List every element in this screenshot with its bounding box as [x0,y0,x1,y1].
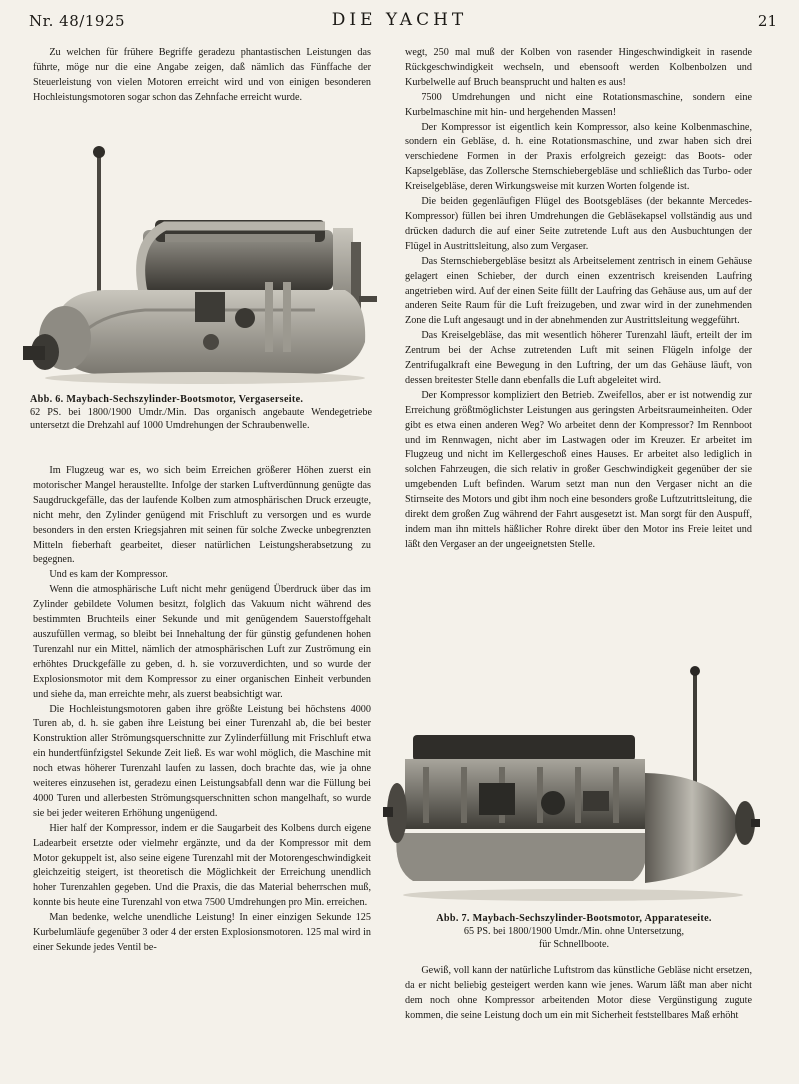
figure1-caption-text: 62 PS. bei 1800/1900 Umdr./Min. Das organisch angebaute Wendegetriebe untersetzt die Drehzahl auf 1000 Umdrehungen der Schraubenwelle. [30,407,372,432]
left-paragraph-5: Hier half der Kompressor, indem er die Saugarbeit des Kolbens durch eigene Ladearbeit ersetzte oder vielmehr ergänzte, und da der Kompressor mit dem Motor gekuppelt ist, also seine eigene Turenzahl mit der Motorengeschwindigkeit gleichzeitig steigert, ist theoretisch die Möglichkeit der Erreichung unendlich hoher Turenzahlen gegeben. Und die Praxis, die das Material beherrschen muß, konnte bis heute eine Turenzahl von etwa 7500 Umdrehungen pro Min. erreichen. [33,822,371,909]
right-paragraph-4: Die beiden gegenläufigen Flügel des Bootsgebläses (der bekannte Mercedes-Kompressor) füllen bei ihren Umdrehungen die Gebläsekapsel vollständig aus und drücken dadurch die auf einer Seite zutretende Luft aus den Ausbuchtungen der Flügel in Austrittsleitung, also zum Vergaser. [405,196,752,252]
figure2-caption [388,912,760,952]
right-column-bottom [405,964,752,1024]
left-column-intro [33,46,371,106]
intro-paragraph: Zu welchen für frühere Begriffe geradezu phantastischen Leistungen das führte, möge nur die eine Angabe zeigen, daß nämlich das Fünffache der Steuerleistung von vielen Motoren erreicht wird und von einigen besonderen Hochleistungsmotoren sogar schon das Zehnfache erreicht wurde. [33,47,371,103]
left-paragraph-2: Und es kam der Kompressor. [49,569,168,581]
figure1-caption [30,393,372,433]
issue-number: Nr. 48/1925 [29,12,125,30]
figure2-caption-line2: 65 PS. bei 1800/1900 Umdr./Min. ohne Untersetzung, [463,926,685,938]
right-paragraph-5: Das Sternschiebergebläse besitzt als Arbeitselement zentrisch in einem Gehäuse gelagert einen Schieber, der durch einen exzentrisch kreisenden Laufring angetrieben wird. Auf der einen Seite füllt der Laufring das Gehäuse aus, um auf der anderen Seite Raum für die Luft freizugeben, und zwar wird in der zunehmenden Zone die Luft angesaugt und in der abnehmenden zur Austrittsleitung weggeführt. [405,255,752,327]
right-bottom-paragraph: Gewiß, voll kann der natürliche Luftstrom das künstliche Gebläse nicht ersetzen, da er nicht beliebig gesteigert werden kann wie jenes. Warum läßt man aber nicht dem noch ohne Kompressor arbeitenden Motor diese Vergünstigung zugute kommen, die seine Leistung doch um ein mit Sicherheit feststellbares Maß erhöht [405,965,752,1021]
right-paragraph-3: Der Kompressor ist eigentlich kein Kompressor, also keine Kolbenmaschine, sondern ein Gebläse, d. h. eine Rotationsmaschine, und zwar haben sich drei verschiedene Formen in der Praxis erfolgreich gezeigt: das Boots- oder Kapselgebläse, das Zollersche Sternschiebergebläse und schließlich das Turbo- oder Kreiselgebläse, deren Wirkungsweise mit kurzen Worten folgende ist. [405,121,752,193]
right-paragraph-2: 7500 Umdrehungen und nicht eine Rotationsmaschine, sondern eine Kurbelmaschine mit hin- und hergehenden Massen! [405,91,752,118]
figure2-caption-line3: für Schnellboote. [538,939,610,951]
engine-photo-apparatus-side [383,663,760,907]
left-paragraph-6: Man bedenke, welche unendliche Leistung! In einer einzigen Sekunde 125 Kurbelumläufe gegenüber 3 oder 4 der ersten Explosionsmotoren. 125 mal wird in einer Sekunde jedes Ventil be- [33,912,371,953]
left-paragraph-3: Wenn die atmosphärische Luft nicht mehr genügend Überdruck über das im Zylinder gebildete Volumen besitzt, folglich das Vakuum nicht während des bestimmten Bruchteils einer Sekunde und mit genügendem Sauerstoffgehalt auszufüllen vermag, so bleibt bei Innehaltung der für günstig gefundenen hohen Turenzahl nur ein Mittel, nämlich der atmosphärischen Luft zur Zuströmung ein erhöhtes Druckgefälle zu geben, d. h. sie vorzuverdichten, und so wurde der Explosionsmotor mit dem Kompressor zu einer organischen Einheit verbunden und siehe da, man erreichte mehr, als zuerst beabsichtigt war. [33,584,371,700]
right-column-body [405,46,752,553]
figure2-caption-title: Abb. 7. Maybach-Sechszylinder-Bootsmotor, Apparateseite. [436,913,712,924]
engine-photo-carburettor-side [15,142,377,390]
page-number: 21 [757,12,777,30]
left-paragraph-4: Die Hochleistungsmotoren gaben ihre größte Leistung bei höchstens 4000 Turen ab, d. h. sie gaben ihre Leistung bei einer Turenzahl ab, die bei bester Konstruktion aller Strömungsquerschnitte zur Zylinderfüllung mit Frischluft etwa ein hundertfünfzigstel Sekunde Zeit ließ. Es war wohl möglich, die Maschine mit noch etwas höherer Turenzahl laufen zu lassen, doch brachte das, wie ja ohne weiteres einzusehen ist, geradezu einen Leistungsabfall denn war die Füllung bei 4000 Turen und allerbesten Strömungsquerschnitten schon mangelhaft, so wurde sie bei jeder weiteren Erhöhung ungenügend. [33,703,371,819]
left-paragraph-1: Im Flugzeug war es, wo sich beim Erreichen größerer Höhen zuerst ein motorischer Mangel heraustellte. Infolge der starken Luftverdünnung genügte das Saugdruckgefälle, das der laufende Kolben zum atmosphärischen Druck erzeugte, nicht mehr, den Zylinder genügend mit Frischluft zu versorgen und es wurde besonders in den ersten Kriegsjahren mit seinen für solche Zwecke unbegrenzten Mitteln fieberhaft gearbeitet, dieser natürlichen Leistungsherabsetzung zu begegnen. [33,465,371,566]
left-column-body [33,464,371,956]
magazine-title: DIE YACHT [331,10,468,30]
right-paragraph-7: Der Kompressor kompliziert den Betrieb. Zweifellos, aber er ist notwendig zur Erreichung größtmöglichster Leistungen aus geringsten Arbeitsraumeinheiten. Oder gibt es etwa einen anderen Weg? Wo arbeitet denn der Kompressor? Im Rennboot und im Rennwagen, nicht aber im Lastwagen oder im Kreuzer. Er arbeitet im Flugzeug und nicht im Kellergeschoß eines Hauses. Er arbeitet also lediglich in solchen Fahrzeugen, die sich relativ in großer Geschwindigkeit gegenüber der sie umgebenden Luft befinden. Warum setzt man nun den Vergaser nicht an die Stirnseite des Motors und gibt ihm noch eine besonders große Luftzutrittsleitung, die direkt dem großen Zug während der Fahrt ausgesetzt ist. Man sorgt für den Auspuff, indem man ihn mittels häßlicher Rohre direkt über den Motor ins Freie leitet und läßt den Vergaser an der ungeeignetsten Stelle. [405,389,752,550]
figure1-caption-title: Abb. 6. Maybach-Sechszylinder-Bootsmotor, Vergaserseite. [30,394,304,405]
right-paragraph-1: wegt, 250 mal muß der Kolben von rasender Hingeschwindigkeit in rasende Rückgeschwindigkeit wechseln, und ebensooft werden Kolbenbolzen und Kurbelwelle auf Bruch beansprucht und halten es aus! [405,47,752,88]
right-paragraph-6: Das Kreiselgebläse, das mit wesentlich höherer Turenzahl läuft, erteilt der im Zentrum bei der Achse zutretenden Luft mit seinen Flügeln infolge der Zentrifugalkraft eine Bewegung in den Luftring, der um das Gehäuse läuft, von dessen breitester Stelle dann ebenfalls die Luft abgeleitet wird. [405,330,752,386]
